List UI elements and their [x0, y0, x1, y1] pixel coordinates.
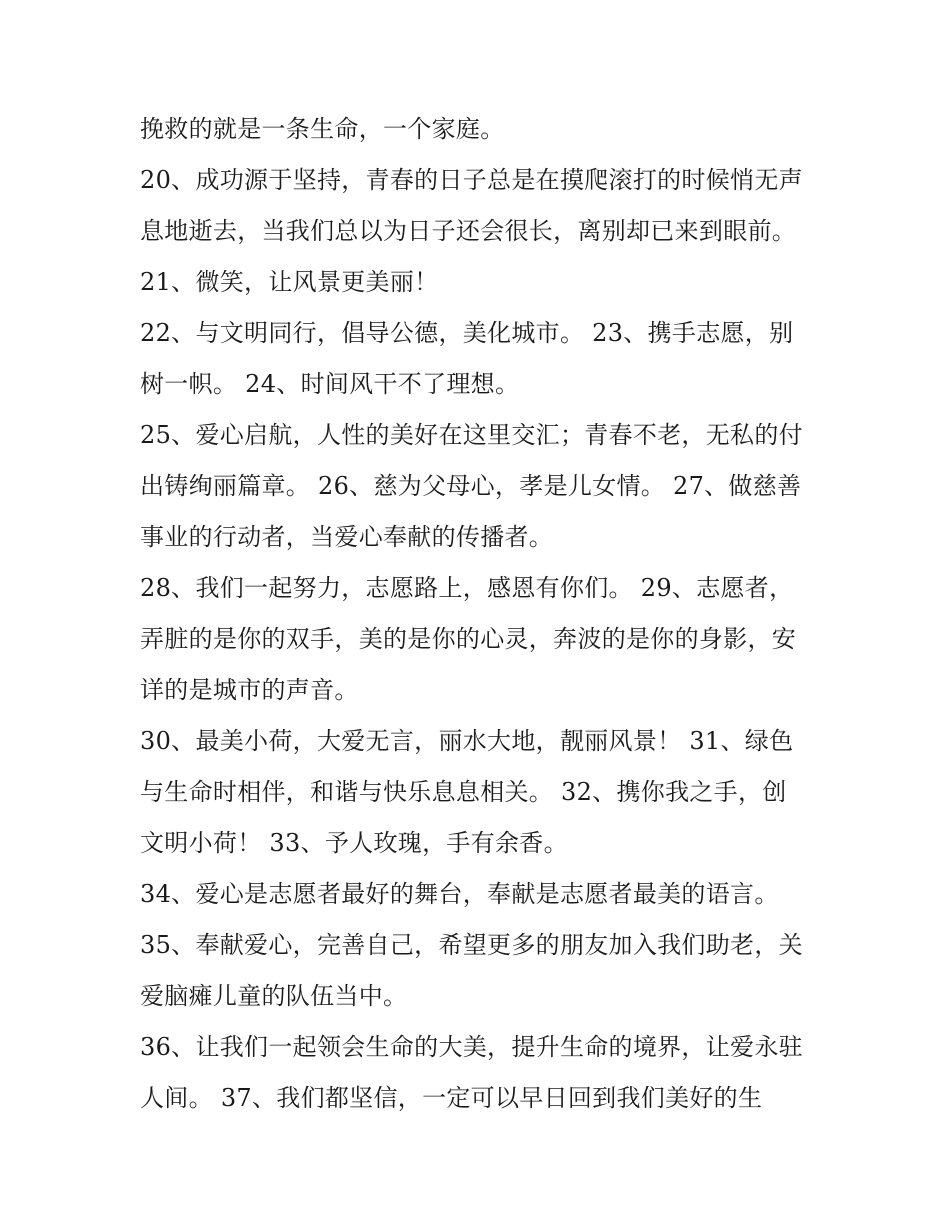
text-line: 出铸绚丽篇章。 26、慈为父母心，孝是儿女情。 27、做慈善	[140, 472, 802, 500]
text-line: 爱脑瘫儿童的队伍当中。	[140, 982, 408, 1010]
text-line: 文明小荷！ 33、予人玫瑰，手有余香。	[140, 829, 568, 857]
text-line: 人间。 37、我们都坚信，一定可以早日回到我们美好的生	[140, 1084, 763, 1112]
text-line: 21、微笑，让风景更美丽！	[140, 268, 439, 296]
text-line: 与生命时相伴，和谐与快乐息息相关。 32、携你我之手，创	[140, 778, 787, 806]
text-line: 息地逝去，当我们总以为日子还会很长，离别却已来到眼前。	[140, 217, 797, 245]
text-line: 挽救的就是一条生命，一个家庭。	[140, 115, 505, 143]
text-line: 20、成功源于坚持，青春的日子总是在摸爬滚打的时候悄无声	[140, 166, 803, 194]
text-line: 30、最美小荷，大爱无言，丽水大地，靓丽风景！ 31、绿色	[140, 727, 794, 755]
text-line: 36、让我们一起领会生命的大美，提升生命的境界，让爱永驻	[140, 1033, 803, 1061]
text-line: 28、我们一起努力，志愿路上，感恩有你们。 29、志愿者，	[140, 574, 794, 602]
text-line: 25、爱心启航，人性的美好在这里交汇；青春不老，无私的付	[140, 421, 803, 449]
text-line: 35、奉献爱心，完善自己，希望更多的朋友加入我们助老，关	[140, 931, 803, 959]
text-line: 树一帜。 24、时间风干不了理想。	[140, 370, 520, 398]
text-line: 详的是城市的声音。	[140, 676, 359, 704]
text-line: 事业的行动者，当爱心奉献的传播者。	[140, 523, 554, 551]
text-line: 弄脏的是你的双手，美的是你的心灵，奔波的是你的身影，安	[140, 625, 797, 653]
text-line: 34、爱心是志愿者最好的舞台，奉献是志愿者最美的语言。	[140, 880, 779, 908]
text-line: 22、与文明同行，倡导公德，美化城市。 23、携手志愿，别	[140, 319, 794, 347]
